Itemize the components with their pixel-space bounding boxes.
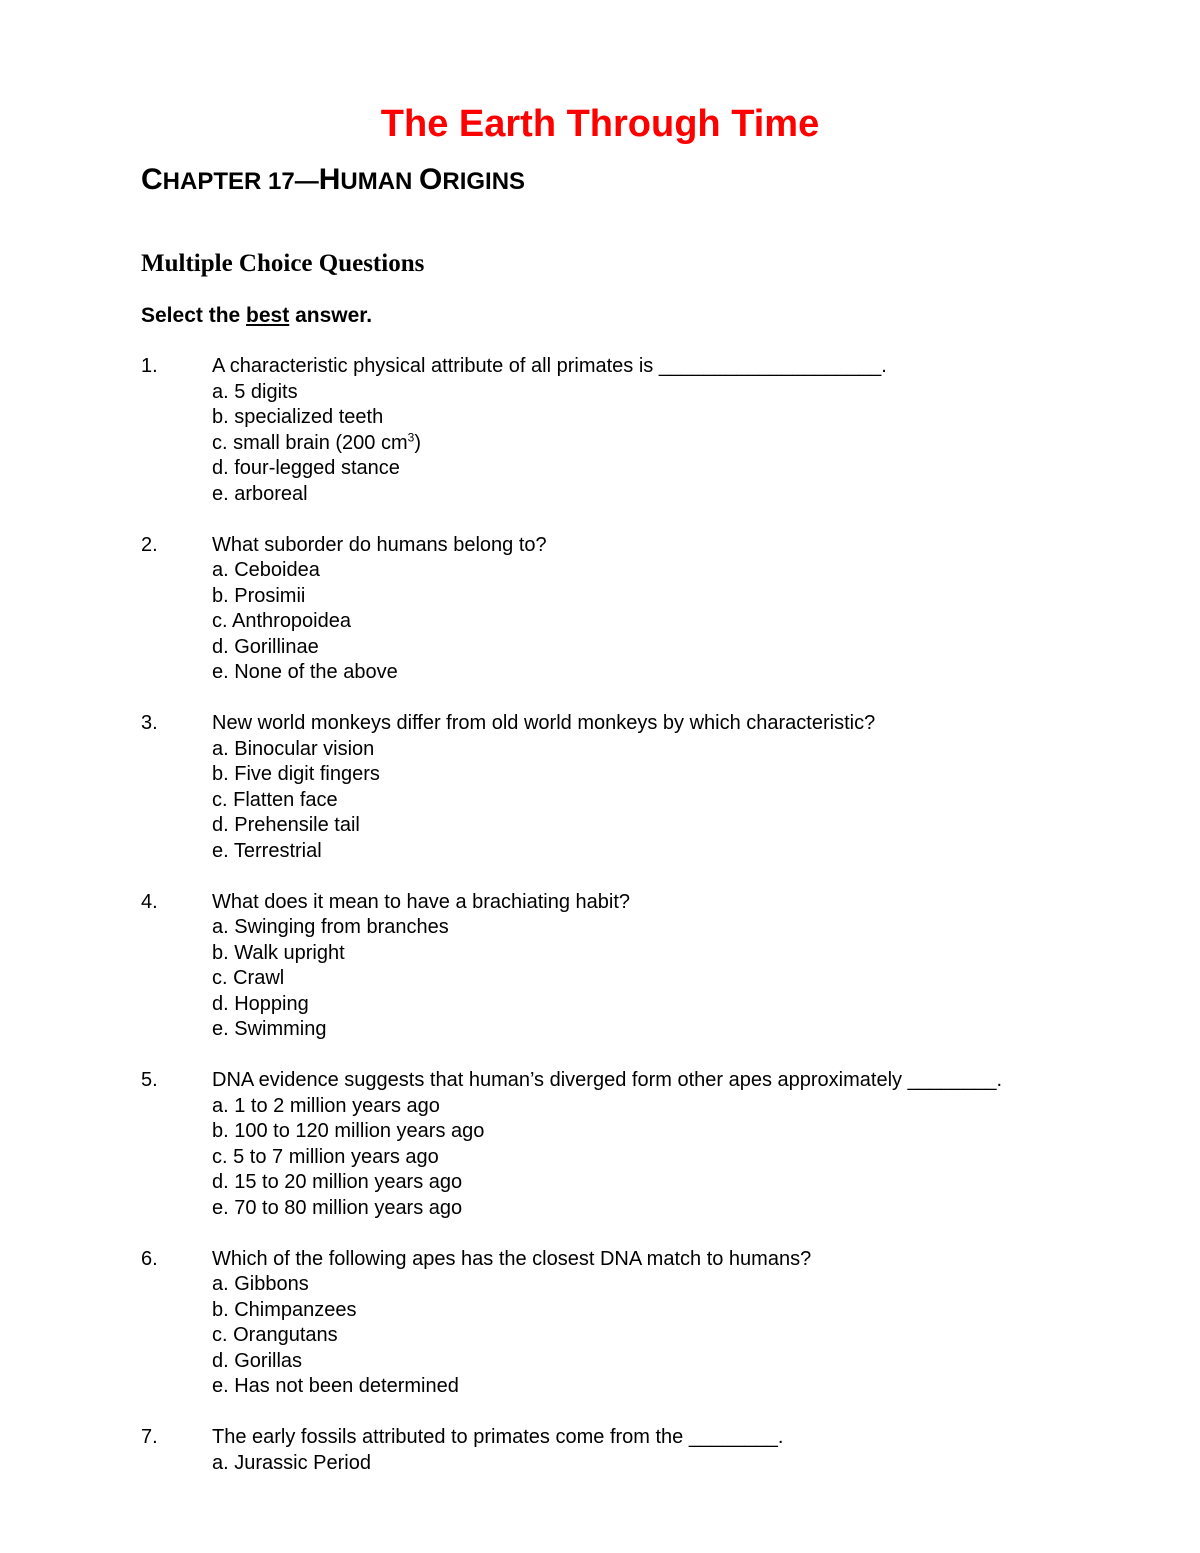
answer-choice: a. 5 digits [212,380,298,403]
chapter-heading-rest-1: HAPTER 17— [162,168,319,195]
instruction-after: answer. [289,304,373,327]
question-3 [141,711,1141,864]
question-number: 3. [141,712,158,734]
answer-choice: a. Ceboidea [212,559,320,581]
question-list [141,354,1141,1502]
answer-choice: e. None of the above [212,661,398,683]
chapter-heading-cap-3: O [419,163,443,196]
question-6 [141,1247,1141,1400]
question-5 [141,1068,1141,1221]
chapter-heading-rest-3: RIGINS [442,168,526,195]
superscript: 3 [407,429,415,444]
question-number: 5. [141,1069,158,1091]
answer-choice: a. 1 to 2 million years ago [212,1094,440,1117]
answer-choice: b. 100 to 120 million years ago [212,1120,485,1142]
question-text: DNA evidence suggests that human’s diverged form other apes approximately ________. [212,1069,1003,1091]
chapter-heading-rest-2: UMAN [340,168,420,195]
answer-choice: e. Has not been determined [212,1375,459,1397]
instruction-before: Select the [141,304,247,327]
question-text: A characteristic physical attribute of all primates is ____________________. [212,355,887,377]
answer-choice: b. specialized teeth [212,406,384,428]
answer-choice: e. Terrestrial [212,839,322,862]
answer-choice: c. Orangutans [212,1324,338,1346]
answer-choice: d. Prehensile tail [212,814,360,836]
question-2 [141,533,1141,686]
answer-choice-suffix: ) [414,431,421,454]
instruction-emphasis: best [246,304,290,327]
question-text: The early fossils attributed to primates come from the ________. [212,1426,784,1448]
answer-choice: d. 15 to 20 million years ago [212,1171,463,1193]
question-text: Which of the following apes has the closest DNA match to humans? [212,1247,812,1270]
instruction-line [141,302,372,330]
question-text: New world monkeys differ from old world monkeys by which characteristic? [212,712,876,734]
question-number: 1. [141,355,158,377]
answer-choice: c. Anthropoidea [212,610,351,632]
answer-choice: d. Hopping [212,992,309,1015]
answer-choice: d. four-legged stance [212,457,400,479]
answer-choice: c. 5 to 7 million years ago [212,1145,439,1168]
document-title: The Earth Through Time [380,103,820,145]
question-number: 6. [141,1247,158,1270]
answer-choice: a. Jurassic Period [212,1451,371,1474]
chapter-heading-cap-2: H [318,163,341,196]
answer-choice: e. arboreal [212,482,308,505]
answer-choice-with-superscript [141,431,1141,457]
question-4 [141,890,1141,1043]
chapter-heading [141,160,525,202]
answer-choice: b. Chimpanzees [212,1298,357,1321]
question-number: 7. [141,1426,158,1448]
answer-choice: d. Gorillas [212,1349,303,1372]
answer-choice: c. Flatten face [212,788,338,811]
answer-choice-text: c. small brain (200 cm [212,431,408,454]
answer-choice: a. Gibbons [212,1273,309,1295]
question-text: What does it mean to have a brachiating habit? [212,890,631,913]
answer-choice: b. Walk upright [212,941,345,964]
answer-choice: a. Binocular vision [212,737,375,760]
question-number: 4. [141,890,158,913]
answer-choice: e. Swimming [212,1018,327,1040]
answer-choice: e. 70 to 80 million years ago [212,1196,463,1219]
question-7 [141,1425,1141,1476]
answer-choice: d. Gorillinae [212,635,319,658]
question-text: What suborder do humans belong to? [212,533,547,556]
answer-choice: a. Swinging from branches [212,916,449,938]
section-heading: Multiple Choice Questions [141,250,425,277]
question-number: 2. [141,533,158,556]
answer-choice: c. Crawl [212,967,285,989]
answer-choice: b. Five digit fingers [212,763,380,785]
question-1 [141,354,1141,507]
chapter-heading-cap-1: C [141,163,163,196]
answer-choice: b. Prosimii [212,584,306,607]
